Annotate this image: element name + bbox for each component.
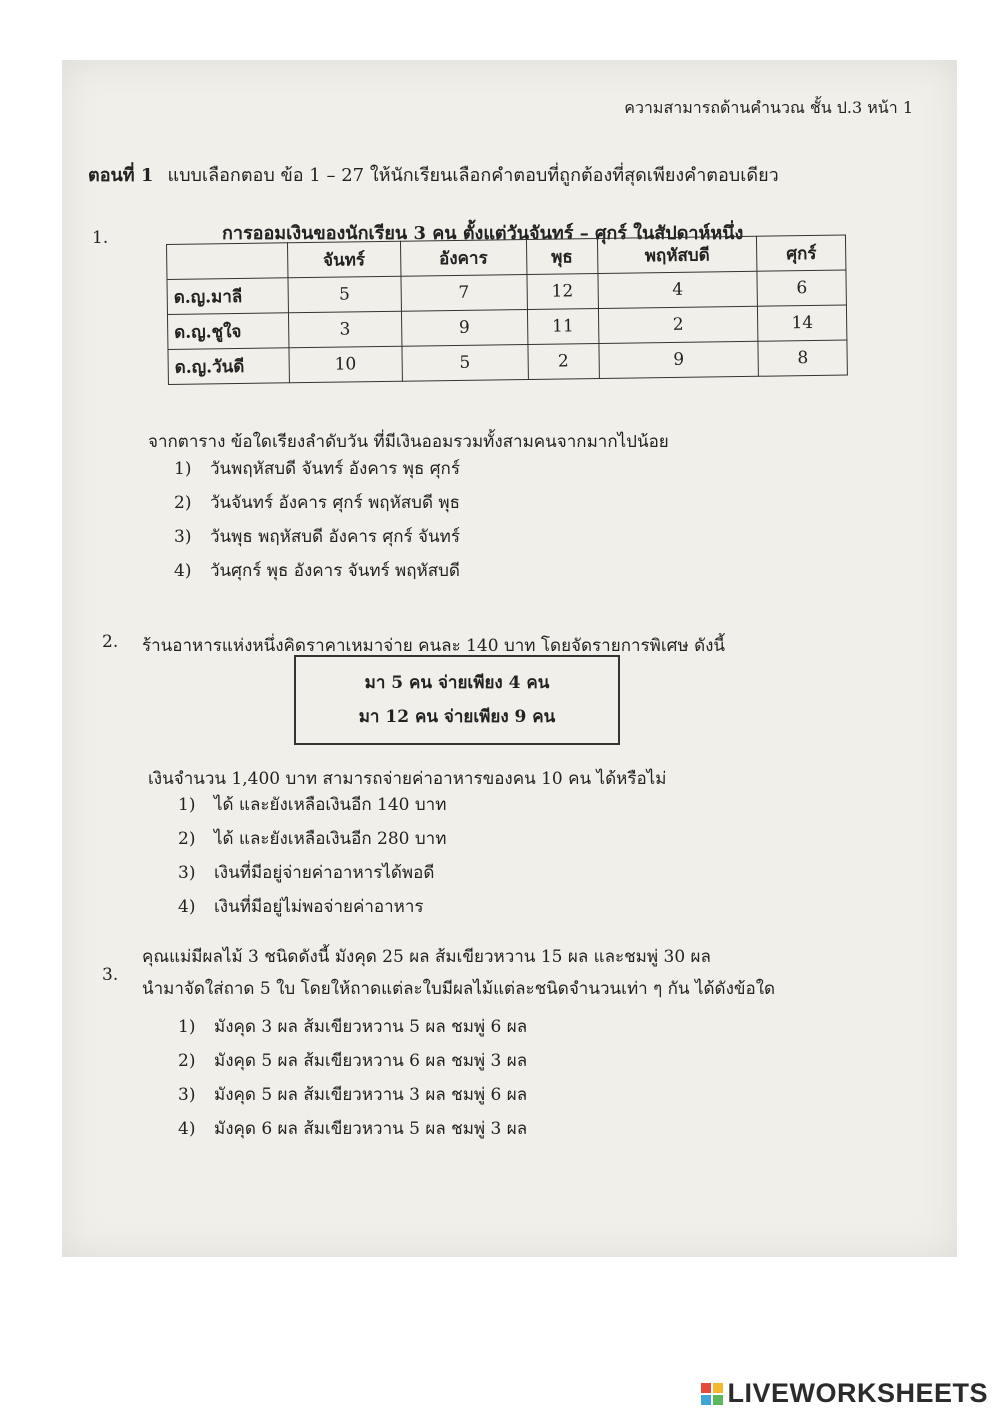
option-number: 4) [174, 561, 192, 581]
table-header-cell: จันทร์ [287, 241, 400, 278]
savings-table [166, 235, 848, 385]
question-3-line-2: นำมาจัดใส่ถาด 5 ใบ โดยให้ถาดแต่ละใบมีผลไม้แต่ละชนิดจำนวนเท่า ๆ กัน ได้ดังข้อใด [142, 979, 776, 999]
answer-option[interactable] [178, 788, 446, 822]
part-title [88, 160, 779, 189]
table-cell: 4 [598, 271, 758, 308]
answer-option[interactable] [178, 856, 446, 890]
table-cell: 12 [527, 273, 598, 309]
option-number: 4) [178, 897, 196, 917]
table-header-cell: ศุกร์ [757, 235, 846, 271]
table-cell: 7 [401, 274, 528, 311]
table-header-cell: พฤหัสบดี [597, 236, 757, 273]
option-text: มังคุด 5 ผล ส้มเขียวหวาน 3 ผล ชมพู่ 6 ผล [214, 1085, 528, 1105]
page-header: ความสามารถด้านคำนวณ ชั้น ป.3 หน้า 1 [624, 98, 913, 117]
part-label: ตอนที่ 1 [88, 165, 154, 186]
question-3-number: 3. [102, 965, 119, 985]
part-instruction: แบบเลือกตอบ ข้อ 1 – 27 ให้นักเรียนเลือกคำตอบที่ถูกต้องที่สุดเพียงคำตอบเดียว [167, 165, 779, 186]
option-number: 2) [174, 493, 192, 513]
option-text: วันพฤหัสบดี จันทร์ อังคาร พุธ ศุกร์ [210, 459, 460, 479]
table-cell: 2 [598, 306, 758, 343]
option-number: 2) [178, 829, 196, 849]
table-cell: 9 [401, 309, 528, 346]
table-header-cell: พุธ [526, 238, 597, 274]
question-3-options [178, 1010, 527, 1146]
answer-option[interactable] [178, 1078, 527, 1112]
question-2-number: 2. [102, 632, 119, 652]
option-text: วันพุธ พฤหัสบดี อังคาร ศุกร์ จันทร์ [210, 527, 460, 547]
promo-line: มา 12 คน จ่ายเพียง 9 คน [358, 707, 556, 727]
table-title: การออมเงินของนักเรียน 3 คน ตั้งแต่วันจันทร์ – ศุกร์ ในสัปดาห์หนึ่ง [222, 223, 744, 244]
table-cell: 5 [288, 276, 401, 313]
promo-box [294, 655, 620, 745]
table-cell: 14 [758, 305, 847, 341]
option-text: ได้ และยังเหลือเงินอีก 280 บาท [214, 829, 447, 849]
question-1-options [174, 452, 460, 588]
student-name: ด.ญ.มาลี [167, 278, 288, 315]
question-2-intro: ร้านอาหารแห่งหนึ่งคิดราคาเหมาจ่าย คนละ 140 บาท โดยจัดรายการพิเศษ ดังนี้ [142, 636, 726, 656]
table-cell: 11 [527, 308, 598, 344]
logo-icon [701, 1383, 723, 1405]
option-number: 3) [174, 527, 192, 547]
option-text: มังคุด 3 ผล ส้มเขียวหวาน 5 ผล ชมพู่ 6 ผล [214, 1017, 528, 1037]
option-number: 2) [178, 1051, 196, 1071]
question-1-text: จากตาราง ข้อใดเรียงลำดับวัน ที่มีเงินออมรวมทั้งสามคนจากมากไปน้อย [148, 432, 669, 452]
option-text: มังคุด 6 ผล ส้มเขียวหวาน 5 ผล ชมพู่ 3 ผล [214, 1119, 528, 1139]
brand-name: LIVEWORKSHEETS [727, 1378, 988, 1408]
answer-option[interactable] [178, 890, 446, 924]
liveworksheets-logo [701, 1378, 988, 1409]
worksheet-page [62, 60, 957, 1257]
option-text: เงินที่มีอยู่ไม่พอจ่ายค่าอาหาร [214, 897, 424, 917]
option-number: 1) [174, 459, 192, 479]
table-header-cell [167, 243, 288, 280]
answer-option[interactable] [178, 1112, 527, 1146]
question-1-number: 1. [92, 228, 109, 248]
student-name: ด.ญ.ชูใจ [167, 313, 288, 350]
table-header-cell: อังคาร [400, 239, 527, 276]
table-cell: 8 [758, 340, 847, 376]
table-cell: 3 [288, 311, 401, 348]
answer-option[interactable] [174, 486, 460, 520]
answer-option[interactable] [174, 520, 460, 554]
table-cell: 2 [528, 343, 599, 379]
option-number: 3) [178, 1085, 196, 1105]
option-number: 4) [178, 1119, 196, 1139]
option-text: มังคุด 5 ผล ส้มเขียวหวาน 6 ผล ชมพู่ 3 ผล [214, 1051, 528, 1071]
option-number: 1) [178, 795, 196, 815]
table-cell: 9 [599, 341, 759, 378]
option-text: วันจันทร์ อังคาร ศุกร์ พฤหัสบดี พุธ [210, 493, 460, 513]
answer-option[interactable] [174, 554, 460, 588]
option-text: ได้ และยังเหลือเงินอีก 140 บาท [214, 795, 447, 815]
option-text: เงินที่มีอยู่จ่ายค่าอาหารได้พอดี [214, 863, 435, 883]
student-name: ด.ญ.วันดี [168, 348, 289, 385]
option-number: 3) [178, 863, 196, 883]
table-cell: 5 [401, 344, 528, 381]
option-number: 1) [178, 1017, 196, 1037]
answer-option[interactable] [174, 452, 460, 486]
option-text: วันศุกร์ พุธ อังคาร จันทร์ พฤหัสบดี [210, 561, 460, 581]
answer-option[interactable] [178, 1044, 527, 1078]
question-2-text: เงินจำนวน 1,400 บาท สามารถจ่ายค่าอาหารของคน 10 คน ได้หรือไม่ [148, 769, 667, 789]
table-cell: 10 [289, 346, 402, 383]
question-3-line-1: คุณแม่มีผลไม้ 3 ชนิดดังนี้ มังคุด 25 ผล ส้มเขียวหวาน 15 ผล และชมพู่ 30 ผล [142, 947, 711, 967]
answer-option[interactable] [178, 822, 446, 856]
answer-option[interactable] [178, 1010, 527, 1044]
table-cell: 6 [757, 270, 846, 306]
promo-line: มา 5 คน จ่ายเพียง 4 คน [364, 673, 550, 693]
question-2-options [178, 788, 446, 924]
